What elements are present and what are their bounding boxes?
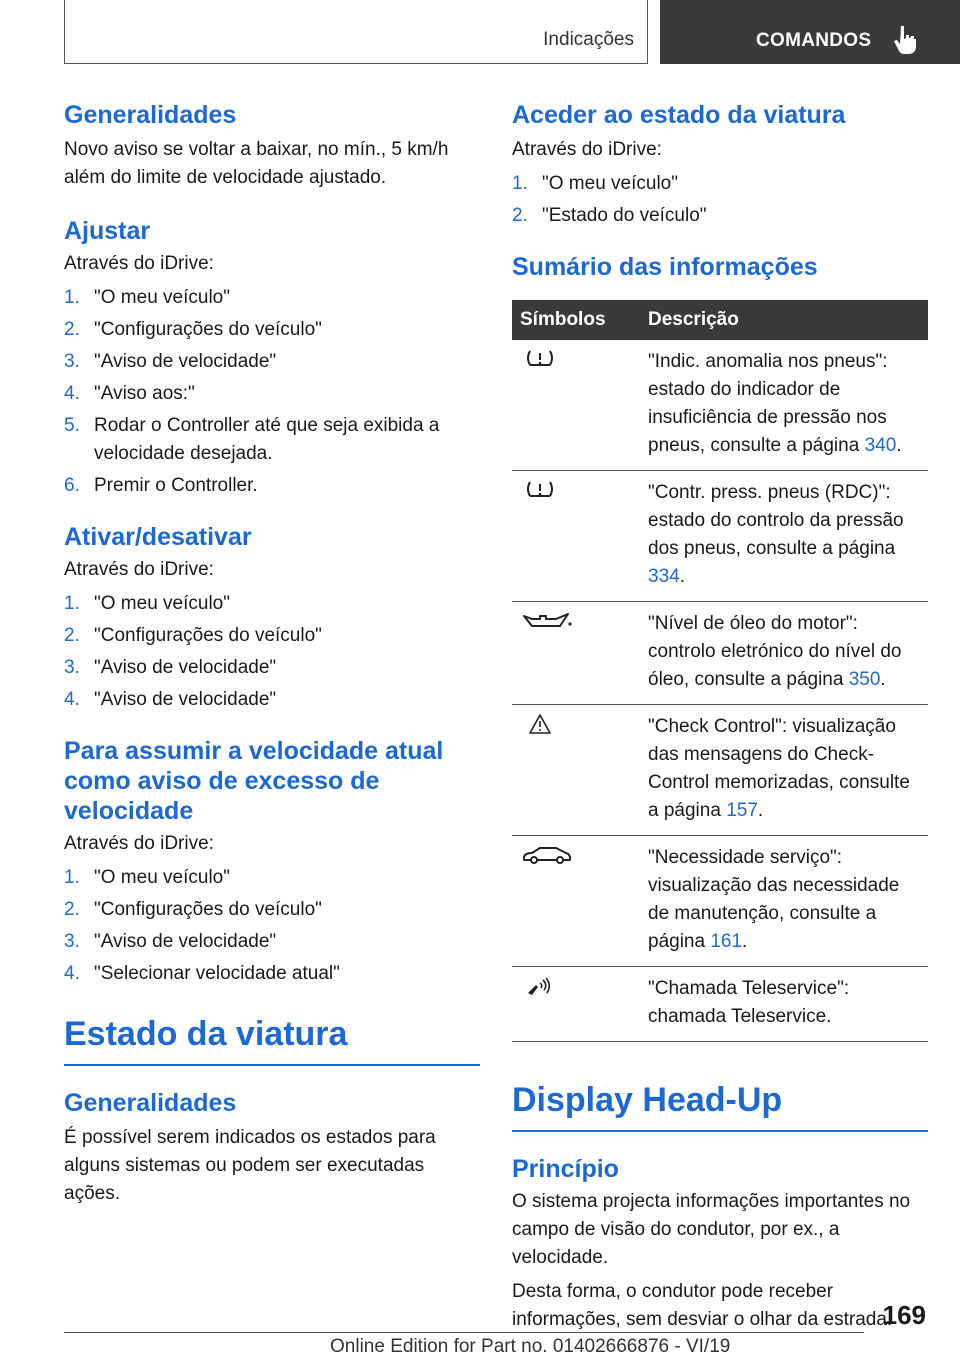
header-section-title: Indicações — [543, 29, 634, 50]
tire-pressure-icon — [520, 348, 560, 370]
page-reference-link[interactable]: 350 — [848, 669, 881, 690]
page-number: 169 — [882, 1300, 926, 1330]
teleservice-icon — [520, 975, 560, 997]
footer-divider — [64, 1332, 864, 1333]
section-title: Sumário das informações — [512, 253, 818, 281]
paragraph: É possível serem indicados os estados para alguns sistemas ou podem ser executadas ações. — [64, 1127, 436, 1204]
column-header-description: Descrição — [640, 300, 928, 340]
tire-pressure-icon — [520, 479, 560, 501]
list-item: 4. "Aviso aos:" — [64, 383, 195, 404]
list-item: 2. "Configurações do veículo" — [64, 319, 322, 340]
section-title: Princípio — [512, 1155, 619, 1183]
left-column — [64, 100, 480, 1208]
warning-triangle-icon — [520, 713, 560, 735]
paragraph: Através do iDrive: — [64, 559, 214, 580]
row-description: "Indic. anomalia nos pneus": estado do indicador de insuficiência de pressão nos pneus, consulte a página — [648, 351, 888, 456]
table-row: "Contr. press. pneus (RDC)": estado do controlo da pressão dos pneus, consulte a página 334. — [512, 471, 928, 602]
list-item: 1. "O meu veículo" — [64, 593, 230, 614]
paragraph: Através do iDrive: — [64, 833, 214, 854]
row-description: "Contr. press. pneus (RDC)": estado do controlo da pressão dos pneus, consulte a página — [648, 482, 904, 559]
paragraph: Através do iDrive: — [64, 253, 214, 274]
paragraph: Através do iDrive: — [512, 139, 662, 160]
list-item: 4. "Aviso de velocidade" — [64, 689, 277, 710]
table-row — [512, 967, 928, 1042]
car-service-icon — [520, 844, 574, 866]
list-item: 1. "O meu veículo" — [64, 867, 230, 888]
footer-edition: Online Edition for Part no. 01402666876 - VI/19 — [330, 1336, 731, 1357]
paragraph: O sistema projecta informações importantes no campo de visão do condutor, por ex., a velocidade. — [512, 1191, 911, 1268]
chapter-heading: Estado da viatura — [64, 1014, 480, 1066]
list-item: 1. "O meu veículo" — [512, 173, 678, 194]
page-reference-link[interactable]: 161 — [710, 931, 743, 952]
section-title: Generalidades — [64, 101, 237, 129]
steps-list — [64, 864, 480, 988]
list-item: 2. "Configurações do veículo" — [64, 625, 322, 646]
list-item: 5. Rodar o Controller até que seja exibida a velocidade desejada. — [64, 415, 440, 464]
row-description: "Check Control": visualização das mensagens do Check-Control memorizadas, consulte a página — [648, 716, 910, 821]
chapter-tab — [660, 0, 960, 64]
row-description: "Necessidade serviço": visualização das necessidade de manutenção, consulte a página — [648, 847, 900, 952]
chapter-heading: Display Head-Up — [512, 1080, 928, 1132]
section-title: Para assumir a velocidade atual como aviso de excesso de velocidade — [64, 737, 444, 825]
page-reference-link[interactable]: 157 — [726, 800, 758, 821]
page-reference-link[interactable]: 334 — [648, 566, 680, 587]
list-item: 3. "Aviso de velocidade" — [64, 351, 277, 372]
steps-list — [64, 590, 480, 714]
steps-list — [64, 284, 480, 500]
table-row: "Check Control": visualização das mensagens do Check-Control memorizadas, consulte a página 157. — [512, 705, 928, 836]
paragraph: Desta forma, o condutor pode receber informações, sem desviar o olhar da estrada. — [512, 1281, 893, 1330]
right-column — [512, 100, 928, 1334]
row-description: "Chamada Teleservice": chamada Teleservice. — [648, 978, 850, 1027]
section-title: Ativar/desativar — [64, 523, 252, 551]
chapter-label: COMANDOS — [756, 30, 872, 51]
table-row: "Nível de óleo do motor": controlo eletrónico do nível do óleo, consulte a página 350. — [512, 602, 928, 705]
info-table — [512, 300, 928, 1042]
list-item: 6. Premir o Controller. — [64, 475, 258, 496]
list-item: 3. "Aviso de velocidade" — [64, 931, 277, 952]
paragraph: Novo aviso se voltar a baixar, no mín., 5 km/h além do limite de velocidade ajustado. — [64, 139, 449, 188]
pointing-hand-icon — [892, 24, 920, 56]
steps-list — [512, 170, 928, 230]
section-title: Aceder ao estado da viatura — [512, 101, 846, 129]
table-row: "Necessidade serviço": visualização das necessidade de manutenção, consulte a página 161. — [512, 836, 928, 967]
oil-can-icon — [520, 610, 574, 632]
list-item: 3. "Aviso de velocidade" — [64, 657, 277, 678]
column-header-symbols: Símbolos — [512, 300, 640, 340]
list-item: 2. "Estado do veículo" — [512, 205, 707, 226]
list-item: 2. "Configurações do veículo" — [64, 899, 322, 920]
list-item: 4. "Selecionar velocidade atual" — [64, 963, 340, 984]
section-title: Generalidades — [64, 1089, 237, 1117]
page-reference-link[interactable]: 340 — [864, 435, 897, 456]
section-title: Ajustar — [64, 217, 151, 245]
table-row: "Indic. anomalia nos pneus": estado do indicador de insuficiência de pressão nos pneus, consulte a página 340. — [512, 340, 928, 471]
list-item: 1. "O meu veículo" — [64, 287, 230, 308]
row-description: "Nível de óleo do motor": controlo eletrónico do nível do óleo, consulte a página — [648, 613, 902, 690]
